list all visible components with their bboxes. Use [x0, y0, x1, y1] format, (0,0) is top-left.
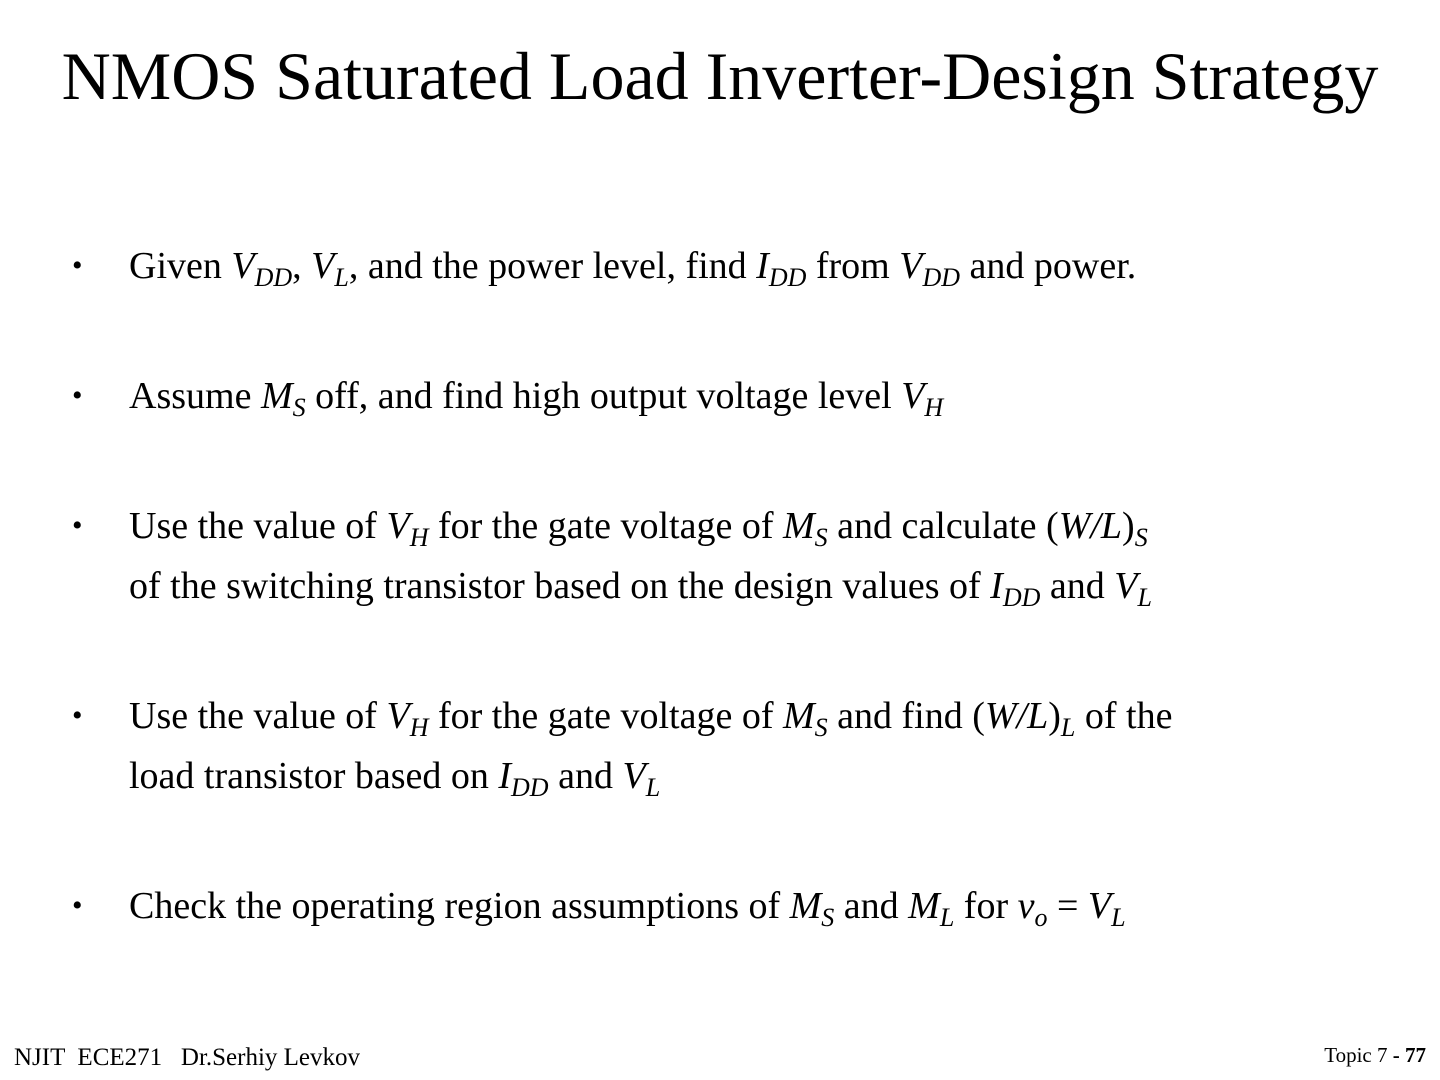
italic-symbol: W/L: [1058, 505, 1123, 547]
footer-page-indicator: [1324, 1041, 1426, 1069]
italic-symbol: v: [1017, 885, 1035, 927]
text-run: from: [806, 245, 900, 287]
italic-symbol: I: [756, 245, 769, 287]
subscript-text: L: [1111, 903, 1126, 932]
subscript-text: DD: [768, 263, 807, 292]
bullet-text: [129, 686, 1392, 806]
text-run: and calculate (: [827, 505, 1059, 547]
footer-page-number: 77: [1405, 1043, 1426, 1067]
bullet-dot-icon: •: [72, 249, 83, 282]
subscript-text: L: [1137, 583, 1152, 612]
subscript-text: o: [1034, 903, 1048, 932]
subscript-text: S: [821, 903, 835, 932]
text-run: Use the value of: [129, 505, 387, 547]
bullet-text: [129, 366, 1392, 426]
footer-course-info: NJIT ECE271 Dr.Serhiy Levkov: [14, 1044, 361, 1071]
text-run: off, and find high output voltage level: [305, 375, 902, 417]
subscript-text: H: [409, 523, 429, 552]
bullet-line: [129, 556, 1392, 616]
text-run: and find (: [827, 695, 985, 737]
subscript-text: L: [939, 903, 955, 932]
subscript-text: H: [924, 393, 944, 422]
subscript-text: S: [1134, 523, 1148, 552]
subscript-text: S: [814, 713, 828, 742]
italic-symbol: W/L: [984, 695, 1049, 737]
text-run: =: [1047, 885, 1088, 927]
subscript-text: S: [814, 523, 828, 552]
bullet-line: [129, 686, 1392, 746]
italic-symbol: M: [789, 885, 822, 927]
italic-symbol: V: [901, 375, 925, 417]
bullet-dot-icon: •: [72, 889, 83, 922]
text-run: of the switching transistor based on the design values of: [129, 565, 991, 607]
bullet-line: [129, 496, 1392, 556]
italic-symbol: V: [386, 695, 410, 737]
text-run: for: [954, 885, 1018, 927]
text-run: and: [1040, 565, 1115, 607]
text-run: ,: [292, 245, 312, 287]
subscript-text: DD: [922, 263, 961, 292]
italic-symbol: M: [908, 885, 940, 927]
text-run: load transistor based on: [129, 755, 499, 797]
italic-symbol: M: [783, 695, 815, 737]
text-run: and: [834, 885, 909, 927]
subscript-text: L: [334, 263, 349, 292]
subscript-text: DD: [511, 773, 549, 802]
italic-symbol: I: [990, 565, 1003, 607]
text-run: and: [548, 755, 623, 797]
text-run: Use the value of: [129, 695, 387, 737]
bullet-text: [129, 876, 1392, 936]
subscript-text: DD: [254, 263, 293, 292]
text-run: , and the power level, find: [348, 245, 757, 287]
italic-symbol: V: [231, 245, 255, 287]
text-run: Given: [129, 245, 232, 287]
subscript-text: H: [409, 713, 429, 742]
italic-symbol: V: [1087, 885, 1112, 927]
text-run: for the gate voltage of: [428, 505, 783, 547]
subscript-text: DD: [1002, 583, 1041, 612]
footer-separator: -: [1387, 1043, 1405, 1067]
italic-symbol: V: [899, 245, 923, 287]
bullet-dot-icon: •: [72, 379, 83, 412]
italic-symbol: V: [622, 755, 646, 797]
bullet-text: [129, 236, 1392, 296]
bullet-dot-icon: •: [72, 509, 83, 542]
bullet-line: [129, 236, 1392, 296]
italic-symbol: M: [783, 505, 815, 547]
text-run: for the gate voltage of: [428, 695, 783, 737]
italic-symbol: V: [311, 245, 335, 287]
bullet-line: [129, 876, 1392, 936]
text-run: of the: [1075, 695, 1173, 737]
subscript-text: L: [645, 773, 661, 802]
text-run: and power.: [960, 245, 1137, 287]
footer-topic-label: Topic 7: [1324, 1043, 1388, 1067]
subscript-text: L: [1060, 713, 1076, 742]
bullet-dot-icon: •: [72, 699, 83, 732]
bullet-line: [129, 366, 1392, 426]
text-run: Assume: [129, 375, 261, 417]
slide-title: NMOS Saturated Load Inverter-Design Strategy: [61, 38, 1379, 114]
subscript-text: S: [292, 393, 306, 422]
italic-symbol: I: [498, 755, 512, 797]
italic-symbol: M: [260, 375, 293, 417]
bullet-text: [129, 496, 1392, 616]
bullet-line: [129, 746, 1392, 806]
italic-symbol: V: [386, 505, 410, 547]
text-run: ): [1048, 695, 1061, 737]
text-run: ): [1122, 505, 1135, 547]
text-run: Check the operating region assumptions of: [129, 885, 790, 927]
italic-symbol: V: [1114, 565, 1138, 607]
